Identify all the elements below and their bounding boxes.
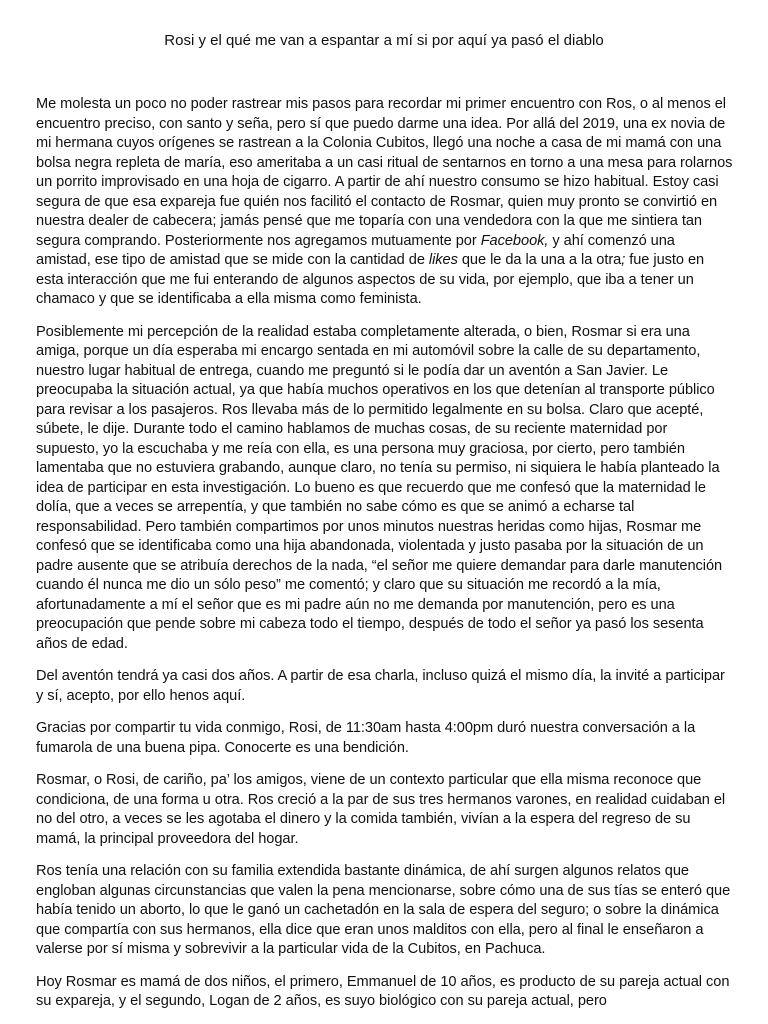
paragraph-text: Del aventón tendrá ya casi dos años. A partir de esa charla, incluso quizá el mismo día, la invité a participar y sí, acepto, por ello henos aquí. bbox=[36, 668, 725, 704]
body-paragraph bbox=[36, 719, 733, 758]
body-paragraph bbox=[36, 95, 733, 310]
italic-text: Facebook, bbox=[480, 232, 549, 249]
paragraph-text: Me molesta un poco no poder rastrear mis pasos para recordar mi primer encuentro con Ros, o al menos el encuentro preciso, con santo y seña, pero sí que puedo darme una idea. Por allá del 2019, una ex novia de mi hermana cuyos orígenes se rastrean a la Colonia Cubitos, llegó una noche a casa de mi mamá con una bolsa negra repleta de maría, eso ameritaba a un casi ritual de sentarnos en torno a una mesa para rolarnos un porrito improvisado en una hoja de cigarro. A partir de ahí nuestro consumo se hizo habitual. Estoy casi segura de que esa expareja fue quién nos facilitó el contacto de Rosmar, quien muy pronto se convirtió en nuestra dealer de cabecera; jamás pensé que me toparía con una vendedora con la que me sintiera tan segura comprando. Posteriormente nos agregamos mutuamente por bbox=[36, 96, 733, 249]
body-paragraph bbox=[36, 862, 733, 960]
body-paragraph bbox=[36, 667, 733, 706]
body-paragraph bbox=[36, 973, 733, 1012]
paragraph-text: que le da la una a la otra bbox=[457, 252, 622, 268]
paragraph-text: Gracias por compartir tu vida conmigo, Rosi, de 11:30am hasta 4:00pm duró nuestra conversación a la fumarola de una buena pipa. Conocerte es una bendición. bbox=[36, 720, 696, 756]
italic-text: ; bbox=[621, 252, 626, 268]
paragraph-text: Posiblemente mi percepción de la realidad estaba completamente alterada, o bien, Rosmar si era una amiga, porque un día esperaba mi encargo sentada en mi automóvil sobre la calle de su departamento, nuestro lugar habitual de entrega, cuando me preguntó si le podía dar un aventón a San Javier. Le preocupaba la situación actual, ya que había muchos operativos en los que detenían al transporte público para revisar a los pasajeros. Ros llevaba más de lo permitido legalmente en su bolsa. Claro que acepté, súbete, le dije. Durante todo el camino hablamos de muchas cosas, de su reciente maternidad por supuesto, yo la escuchaba y me reía con ella, es una persona muy graciosa, por cierto, pero también lamentaba que no estuviera grabando, aunque claro, no tenía su permiso, ni siquiera le había planteado la idea de participar en esta investigación. Lo bueno es que recuerdo que me confesó que la maternidad le dolía, que a veces se arrepentía, y que también no sabe cómo es que se animó a echarse tal responsabilidad. Pero también compartimos por unos minutos nuestras heridas como hijas, Rosmar me confesó que se identificaba como una hija abandonada, violentada y justo pasaba por la situación de un padre ausente que se atribuía derechos de la nada, “el señor me quiere demandar para darle manutención cuando él nunca me dio un sólo peso” me comentó; y claro que su situación me recordó a la mía, afortunadamente a mí el señor que es mi padre aún no me demanda por manutención, pero es una preocupación que pende sobre mi cabeza todo el tiempo, después de todo el señor ya pasó los sesenta años de edad. bbox=[36, 323, 723, 652]
body-paragraph bbox=[36, 323, 733, 655]
body-paragraph bbox=[36, 771, 733, 849]
paragraph-text: Hoy Rosmar es mamá de dos niños, el primero, Emmanuel de 10 años, es producto de su pareja actual con su expareja, y el segundo, Logan de 2 años, es suyo biológico con su pareja actual, pero bbox=[36, 973, 730, 1009]
paragraph-text: y ahí comenzó una amistad, ese tipo de amistad que se mide con la cantidad de bbox=[36, 232, 675, 268]
italic-text: likes bbox=[428, 252, 458, 268]
document-title: Rosi y el qué me van a espantar a mí si por aquí ya pasó el diablo bbox=[164, 32, 604, 49]
document-body bbox=[36, 95, 733, 1024]
paragraph-text: Ros tenía una relación con su familia extendida bastante dinámica, de ahí surgen algunos relatos que engloban algunas circunstancias que valen la pena mencionarse, sobre cómo una de sus tías se enteró que había tenido un aborto, lo que le ganó un cachetadón en la sala de espera del seguro; o sobre la dinámica que compartía con sus hermanos, ella dice que eran unos malditos con ella, pero al final le enseñaron a valerse por sí misma y sobrevivir a la particular vida de la Cubitos, en Pachuca. bbox=[36, 863, 731, 957]
paragraph-text: Rosmar, o Rosi, de cariño, pa’ los amigos, viene de un contexto particular que ella misma reconoce que condiciona, de una forma u otra. Ros creció a la par de sus tres hermanos varones, en realidad cuidaban el no del otro, a veces se les agotaba el dinero y la comida también, vivían a la espera del regreso de su mamá, la principal proveedora del hogar. bbox=[36, 772, 726, 847]
paragraph-text: fue justo en esta interacción que me fui enterando de algunos aspectos de su vida, por ejemplo, que iba a tener un chamaco y que se identificaba a ella misma como feminista. bbox=[36, 252, 705, 307]
